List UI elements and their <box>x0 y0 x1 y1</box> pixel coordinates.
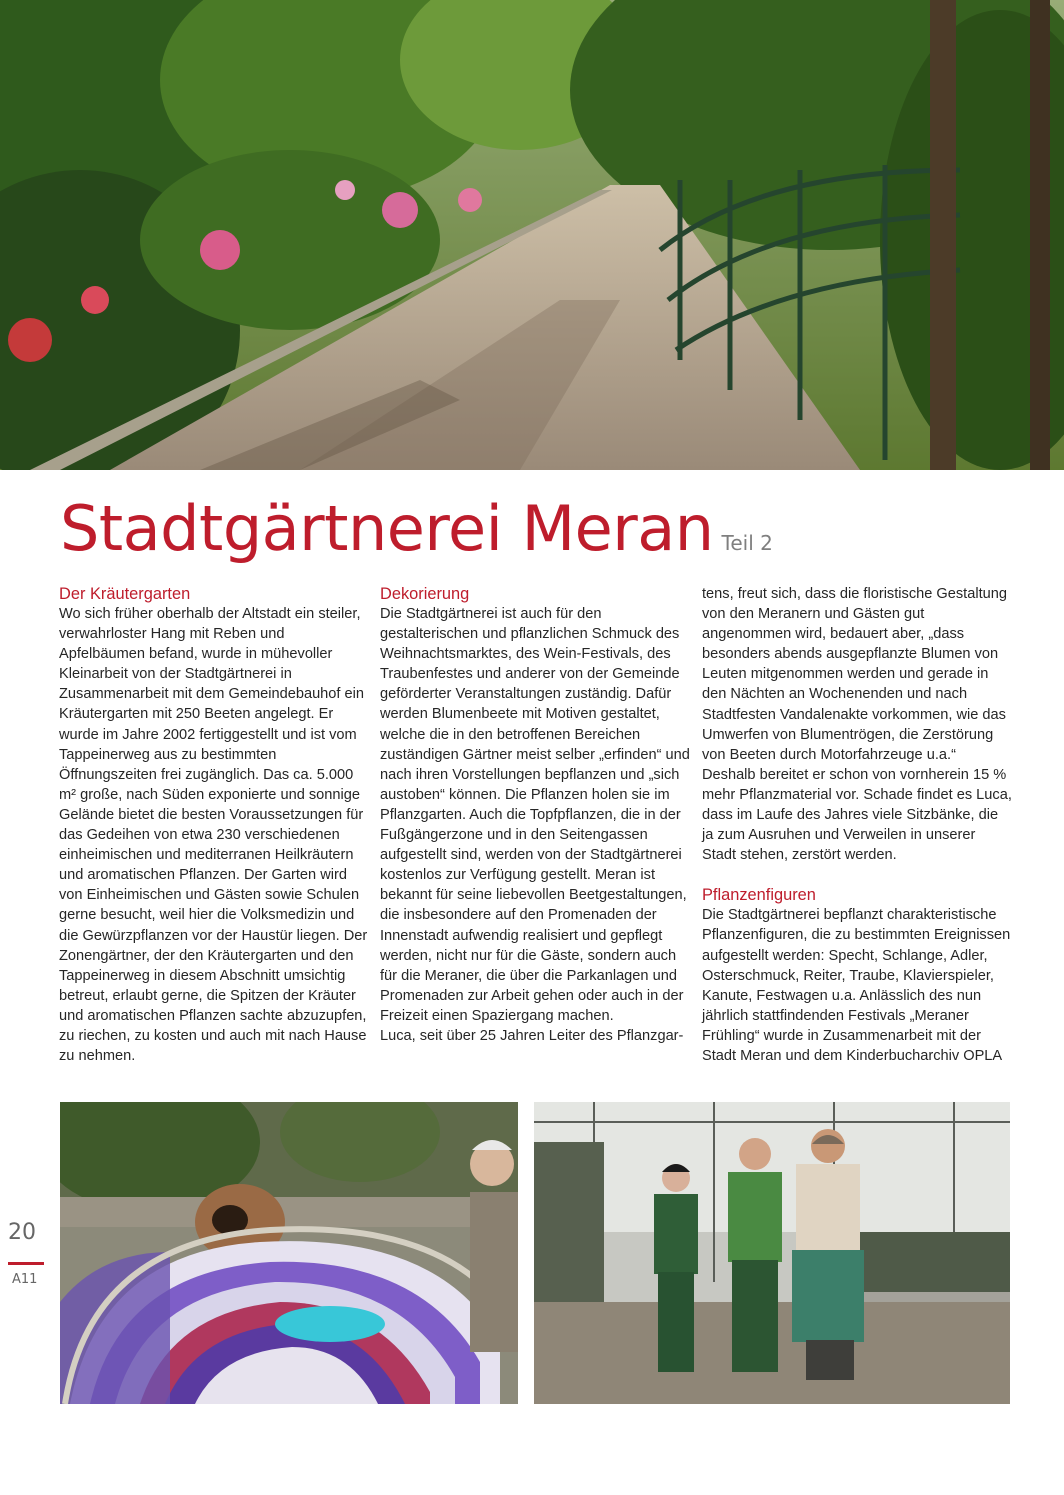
section-heading-kraeutergarten: Der Kräutergarten <box>59 585 191 603</box>
text-column-1 <box>59 584 369 1066</box>
paragraph-luca-start: Luca, seit über 25 Jahren Leiter des Pflanzgar- <box>380 1027 684 1044</box>
article-title-row <box>60 486 773 572</box>
gardeners-photo <box>534 1102 1010 1404</box>
paragraph-dekorierung: Die Stadtgärtnerei ist auch für den gestalterischen und pflanzlichen Schmuck des Weihnachtsmarktes, des Wein-Festivals, des Traubenfestes und anderer von der Gemeinde geförderter Veranstaltungen zuständig. Dafür werden Blumenbeete mit Motiven gestaltet, welche die in den betroffenen Bereichen zuständigen Gärtner meist selber „erfinden“ und nach ihren Vorstellungen bepflanzen und „sich austoben“ können. Die Pflanzen holen sie im Pflanzgarten. Auch die Topfpflanzen, die in der Fußgängerzone und in den Seitengassen aufgestellt sind, werden von der Stadtgärtnerei kostenlos zur Verfügung gestellt. Meran ist bekannt für seine liebevollen Beetgestaltungen, die insbesondere auf den Promenaden der Innenstadt aufwendig realisiert und gepflegt werden, nicht nur für die Gäste, sondern auch für die Meraner, die über die Parkanlagen und Promenaden zur Arbeit gehen oder auch in der Freizeit einen Spaziergang machen. <box>380 606 690 1024</box>
paragraph-pflanzenfiguren: Die Stadtgärtnerei bepflanzt charakteristische Pflanzenfiguren, die zu bestimmten Ereignissen aufgestellt werden: Specht, Schlange, Adler, Osterschmuck, Reiter, Traube, Klavierspieler, Kanute, Festwagen u.a. Anlässlich des nun jährlich stattfindenden Festivals „Meraner Frühling“ wurde in Zusammenarbeit mit der Stadt Meran und dem Kinderbucharchiv OPLA <box>702 907 1011 1064</box>
article-subtitle: Teil 2 <box>721 531 773 555</box>
page-number-rule <box>8 1262 44 1265</box>
hero-garden-path-photo <box>0 0 1064 470</box>
section-heading-pflanzenfiguren: Pflanzenfiguren <box>702 886 816 905</box>
text-column-2 <box>380 584 690 1046</box>
paragraph-luca-continued: tens, freut sich, dass die floristische Gestaltung von den Meranern und Gästen gut angenommen wird, bedauert aber, „dass besonders abends ausgepflanzte Blumen von Leuten mitgenommen werden und gerade in den Nächten an Wochenenden und nach Stadtfesten Vandalenakte vorkommen, wie das Umwerfen von Blumentrögen, die Zerstörung von Beeten durch Motorfahrzeuge u.a.“ Deshalb bereitet er schon von vornherein 15 % mehr Pflanzmaterial vor. Schade findet es Luca, dass im Laufe des Jahres viele Sitzbänke, die ja zum Ausruhen und Verweilen in unserer Stadt stehen, zerstört werden. <box>702 586 1012 864</box>
page-number: 20 <box>8 1220 36 1245</box>
issue-label: A11 <box>12 1272 38 1287</box>
text-column-3 <box>702 584 1012 1066</box>
flower-bed-photo <box>60 1102 518 1404</box>
paragraph-kraeutergarten: Wo sich früher oberhalb der Altstadt ein steiler, verwahrloster Hang mit Reben und Apfelbäumen befand, wurde in mühevoller Kleinarbeit von der Stadtgärtnerei in Zusammenarbeit mit dem Gemeindebauhof ein Kräutergarten mit 250 Beeten angelegt. Er wurde im Jahre 2002 fertiggestellt und ist vom Tappeinerweg aus zu bestimmten Öffnungszeiten frei zugänglich. Das ca. 5.000 m² große, nach Süden exponierte und sonnige Gelände bietet die besten Voraussetzungen für das Gedeihen von etwa 230 verschiedenen einheimischen und mediterranen Heilkräutern und aromatischen Pflanzen. Der Garten wird von Einheimischen und Gästen sowie Schulen gerne besucht, weil hier die Volksmedizin und die Gewürzpflanzen vor der Haustür liegen. Der Zonengärtner, der den Kräutergarten und den Tappeinerweg in diesem Abschnitt umsichtig betreut, erlaubt gerne, die Spitzen der Kräuter und aromatischen Pflanzen sachte abzuzupfen, zu riechen, zu kosten und auch mit nach Hause zu nehmen. <box>59 606 368 1065</box>
section-heading-dekorierung: Dekorierung <box>380 585 470 603</box>
article-title: Stadtgärtnerei Meran <box>60 492 714 565</box>
